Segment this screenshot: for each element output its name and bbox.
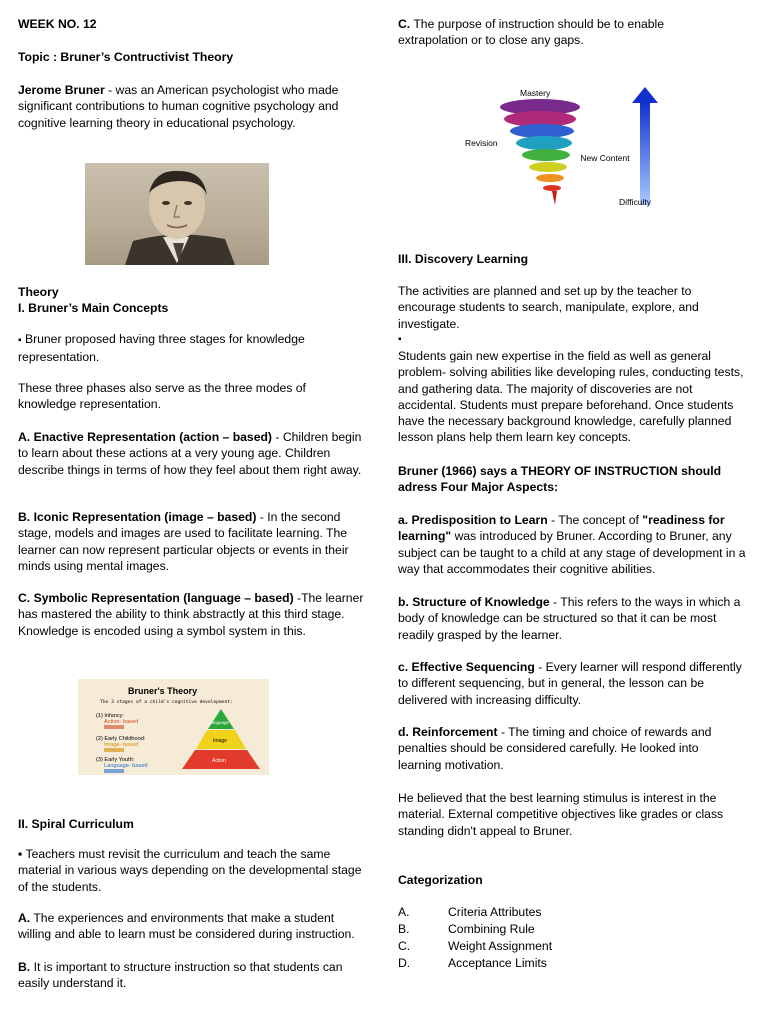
chinese-text-decoration [104, 748, 124, 752]
instruction-c-label: C. [398, 17, 411, 31]
list-item-letter: B. [398, 922, 410, 936]
aspect-d-text: - The timing and choice of rewards and penalties should be considered carefully. He looked into learning motivation. [398, 725, 712, 772]
spiral-b-text: It is important to structure instruction so that students can easily understand it. [18, 960, 343, 991]
stage-2-mode: Image- based [104, 742, 139, 748]
iconic-text: - In the second stage, models and images are used to facilitate learning. The learner can now represent particular objects or events in their minds using mental images. [18, 510, 349, 573]
stage-3-mode: Language- based [104, 763, 148, 769]
list-item-text: Weight Assignment [448, 939, 553, 953]
bullet-icon: ▪ [398, 334, 402, 345]
portrait-figure [85, 163, 269, 265]
aspect-b-text: - This refers to the ways in which a body of knowledge can be structured so that it can be most readily grasped by the learner. [398, 595, 741, 642]
theory-of-instruction-heading: Bruner (1966) says a THEORY OF INSTRUCTION should adress Four Major Aspects: [398, 464, 722, 495]
aspect-b-paragraph [398, 594, 750, 643]
stages-text: Bruner proposed having three stages for knowledge representation. [18, 332, 305, 365]
list-item-letter: A. [398, 905, 410, 919]
bruner-theory-image [78, 679, 269, 775]
symbolic-text: -The learner has mastered the ability to think abstractly at this third stage. Knowledge is encoded using a symbol system in this. [18, 591, 364, 638]
pyramid-bottom-label: Action [212, 758, 226, 764]
list-item-text: Combining Rule [448, 922, 535, 936]
stage-2-label: (2) Early Childhood: [96, 736, 146, 742]
aspect-c-text: - Every learner will respond differently to different sequencing, but in general, the lesson can be delivered with increasing difficulty. [398, 660, 742, 707]
instruction-c-paragraph [398, 16, 728, 49]
intro-paragraph [18, 82, 363, 131]
discovery-paragraph-2: Students gain new expertise in the field as well as general problem- solving abilities like developing rules, conducting tests, and gathering data. The majority of discoveries are not accidental. Students must prepare beforehand. Once students have the necessary background knowledge, carefully planned lesson plans help them learn key concepts. [398, 349, 744, 445]
intro-name: Jerome Bruner [18, 83, 105, 97]
aspect-a-text-2: was introduced by Bruner. According to Bruner, any subject can be taught to a child at any stage of development in a way that accommodates their cognitive abilities. [398, 529, 746, 576]
instruction-c-text: The purpose of instruction should be to enable extrapolation or to close any gaps. [398, 17, 665, 48]
pyramid-mid-label: Image [213, 738, 227, 744]
list-item-letter: C. [398, 939, 411, 953]
topic-heading: Topic : Bruner’s Contructivist Theory [18, 50, 234, 64]
symbolic-paragraph [18, 590, 370, 639]
spiral-b-paragraph [18, 959, 363, 992]
aspect-a-quote: "readiness for learning" [398, 513, 725, 544]
stages-paragraph [18, 331, 353, 366]
phases-paragraph: These three phases also serve as the three modes of knowledge representation. [18, 381, 306, 412]
spiral-new-content-label: New Content [580, 153, 630, 163]
spiral-curriculum-image [458, 81, 675, 214]
belief-paragraph: He believed that the best learning stimulus is interest in the material. External competitive objectives like grades or class standing didn't appeal to Bruner. [398, 791, 724, 838]
bruner-img-title: Bruner's Theory [128, 686, 198, 696]
iconic-paragraph [18, 509, 370, 574]
stage-3-label: (3) Early Youth: [96, 757, 135, 763]
bullet-icon: ▪ [18, 335, 22, 346]
intro-text: - was an American psychologist who made significant contributions to human cognitive psychology and cognitive learning theory in educational psychology. [18, 83, 339, 130]
aspect-a-label: a. Predisposition to Learn [398, 513, 548, 527]
enactive-label: A. Enactive Representation (action – based) [18, 430, 272, 444]
chinese-text-decoration [104, 725, 124, 729]
discovery-paragraph-1: The activities are planned and set up by the teacher to encourage students to search, manipulate, explore, and investigate. [398, 284, 699, 331]
week-label: WEEK NO. 12 [18, 17, 97, 31]
spiral-paragraph: ▪ Teachers must revisit the curriculum and teach the same material in various ways depending on the developmental stage of the students. [18, 847, 362, 894]
chinese-text-decoration [104, 769, 124, 773]
enactive-paragraph [18, 429, 370, 478]
theory-heading: Theory [18, 285, 59, 299]
spiral-b-label: B. [18, 960, 31, 974]
aspect-d-label: d. Reinforcement [398, 725, 498, 739]
list-item-text: Acceptance Limits [448, 956, 547, 970]
enactive-text: - Children begin to learn about these actions at a very young age. Children describe things in terms of how they feel about them right away. [18, 430, 362, 477]
aspect-d-paragraph [398, 724, 738, 773]
aspect-a-text: - The concept of [547, 513, 643, 527]
aspect-a-paragraph [398, 512, 750, 577]
main-concepts-heading: I. Bruner’s Main Concepts [18, 301, 169, 315]
categorization-heading: Categorization [398, 873, 483, 887]
spiral-heading: II. Spiral Curriculum [18, 817, 134, 831]
bruner-img-subtitle: The 3 stages of a child's cognitive development: [100, 700, 233, 705]
stage-1-mode: Action- based [104, 719, 139, 725]
aspect-b-label: b. Structure of Knowledge [398, 595, 550, 609]
discovery-heading: III. Discovery Learning [398, 252, 529, 266]
list-item-letter: D. [398, 956, 411, 970]
bruner-portrait-photo [85, 163, 269, 265]
stage-1-label: (1) Infancy: [96, 713, 124, 719]
spiral-a-text: The experiences and environments that make a student willing and able to learn must be considered during instruction. [18, 911, 355, 942]
spiral-difficulty-label: Difficulty [619, 197, 651, 207]
list-item-text: Criteria Attributes [448, 905, 542, 919]
aspect-c-paragraph [398, 659, 750, 708]
iconic-label: B. Iconic Representation (image – based) [18, 510, 257, 524]
spiral-a-paragraph [18, 910, 363, 943]
spiral-a-label: A. [18, 911, 31, 925]
pyramid-top-label: Language [209, 720, 230, 725]
spiral-mastery-label: Mastery [520, 88, 551, 98]
symbolic-label: C. Symbolic Representation (language – based) [18, 591, 294, 605]
spiral-revision-label: Revision [465, 138, 498, 148]
aspect-c-label: c. Effective Sequencing [398, 660, 535, 674]
